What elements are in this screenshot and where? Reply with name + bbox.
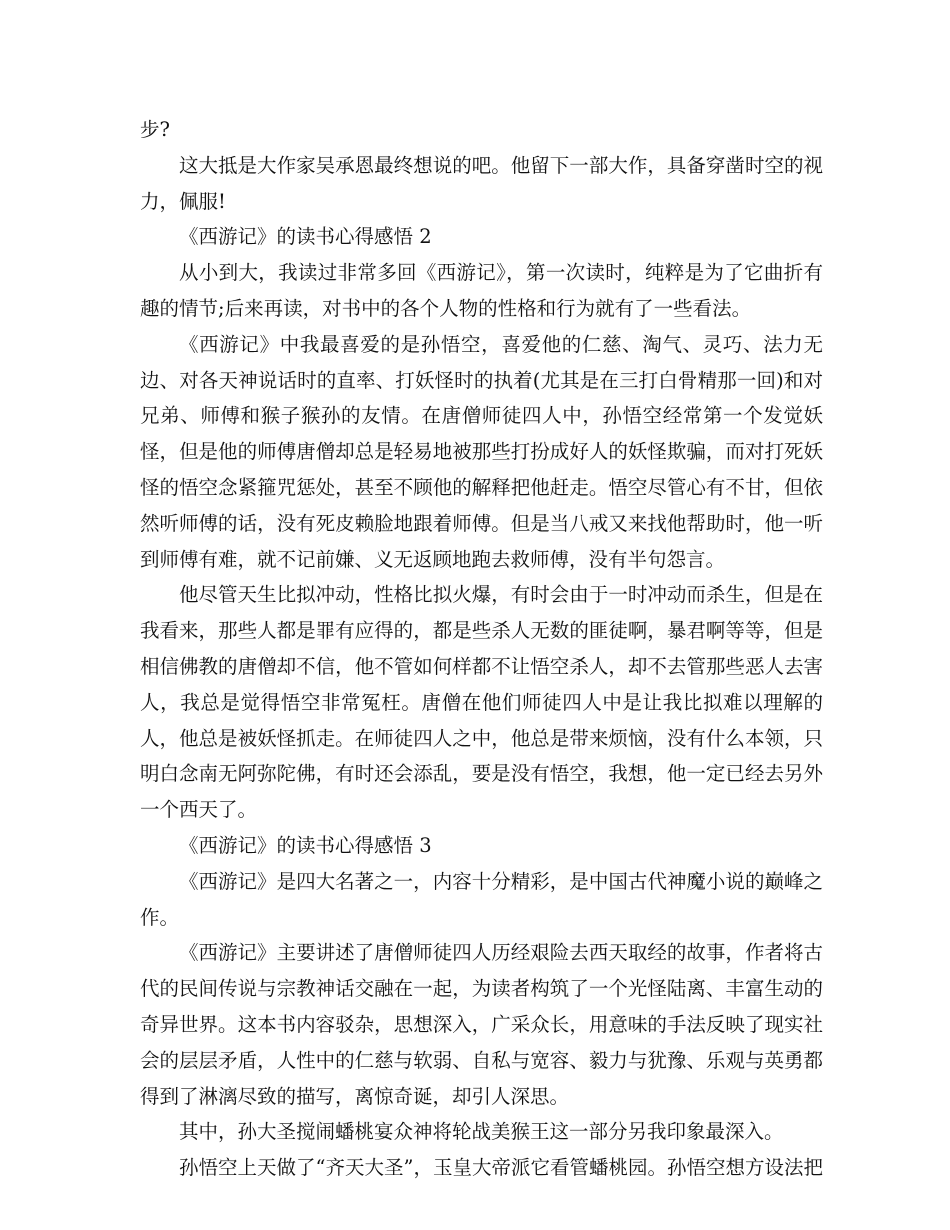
paragraph-intro-2: 从小到大，我读过非常多回《西游记》，第一次读时，纯粹是为了它曲折有趣的情节;后来再读，对书中的各个人物的性格和行为就有了一些看法。 xyxy=(140,261,823,320)
paragraph-tang-seng: 他尽管天生比拟冲动，性格比拟火爆，有时会由于一时冲动而杀生，但是在我看来，那些人都是罪有应得的，都是些杀人无数的匪徒啊，暴君啊等等，但是相信佛教的唐僧却不信，他不管如何样都不让悟空杀人，却不去管那些恶人去害人，我总是觉得悟空非常冤枉。唐僧在他们师徒四人中是让我比拟难以理解的人，他总是被妖怪抓走。在师徒四人之中，他总是带来烦恼，没有什么本领，只明白念南无阿弥陀佛，有时还会添乱，要是没有悟空，我想，他一定已经去另外一个西天了。 xyxy=(140,583,823,822)
paragraph-summary: 《西游记》主要讲述了唐僧师徒四人历经艰险去西天取经的故事，作者将古代的民间传说与宗教神话交融在一起，为读者构筑了一个光怪陆离、丰富生动的奇异世界。这本书内容驳杂，思想深入，广采众长，用意味的手法反映了现实社会的层层矛盾，人性中的仁慈与软弱、自私与宽容、毅力与犹豫、乐观与英勇都得到了淋漓尽致的描写，离惊奇诞，却引人深思。 xyxy=(140,941,823,1108)
paragraph-impression: 其中，孙大圣搅闹蟠桃宴众神将轮战美猴王这一部分另我印象最深入。 xyxy=(179,1120,784,1144)
paragraph-sun-wukong: 《西游记》中我最喜爱的是孙悟空，喜爱他的仁慈、淘气、灵巧、法力无边、对各天神说话时的直率、打妖怪时的执着(尤其是在三打白骨精那一回)和对兄弟、师傅和猴子猴孙的友情。在唐僧师徒四人中，孙悟空经常第一个发觉妖怪，但是他的师傅唐僧却总是轻易地被那些打扮成好人的妖怪欺骗，而对打死妖怪的悟空念紧箍咒惩处，甚至不顾他的解释把他赶走。悟空尽管心有不甘，但依然听师傅的话，没有死皮赖脸地跟着师傅。但是当八戒又来找他帮助时，他一听到师傅有难，就不记前嫌、义无返顾地跑去救师傅，没有半句怨言。 xyxy=(140,332,823,571)
document-page xyxy=(140,112,823,1186)
paragraph-conclusion: 这大抵是大作家吴承恩最终想说的吧。他留下一部大作，具备穿凿时空的视力，佩服! xyxy=(140,153,823,213)
section-heading-3: 《西游记》的读书心得感悟 3 xyxy=(179,833,432,857)
paragraph-continuation: 步? xyxy=(140,118,170,141)
paragraph-intro-3: 《西游记》是四大名著之一，内容十分精彩，是中国古代神魔小说的巅峰之作。 xyxy=(140,869,823,929)
section-heading-2: 《西游记》的读书心得感悟 2 xyxy=(179,225,432,249)
paragraph-peach-garden: 孙悟空上天做了“齐天大圣”，玉皇大帝派它看管蟠桃园。孙悟空想方设法把 xyxy=(179,1156,823,1180)
